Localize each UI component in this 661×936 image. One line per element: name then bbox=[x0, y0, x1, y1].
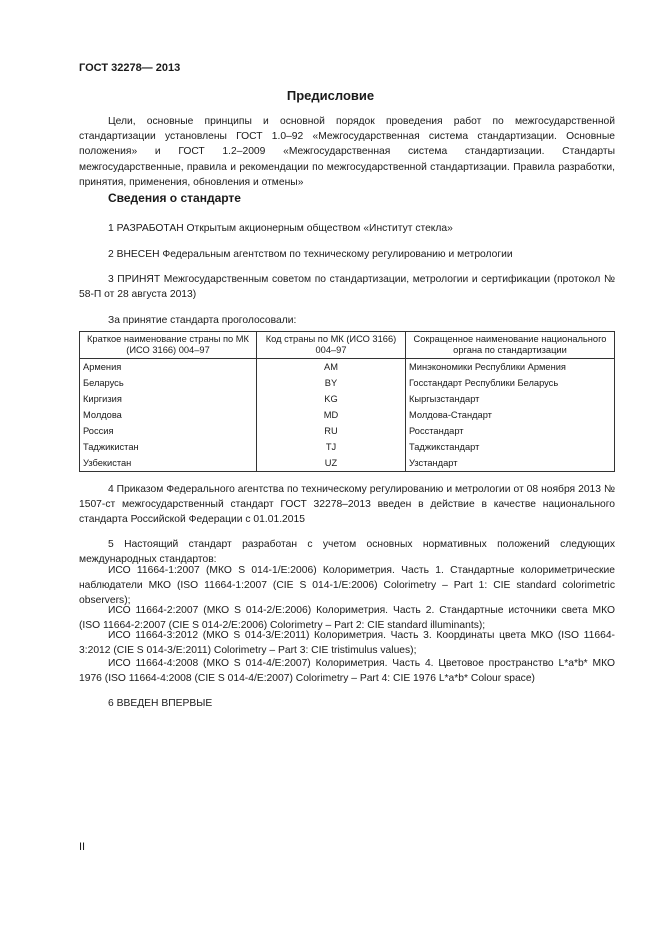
authority-cell: Молдова-Стандарт bbox=[406, 407, 615, 423]
code-cell: UZ bbox=[257, 455, 406, 472]
country-cell: Молдова bbox=[80, 407, 257, 423]
table-row bbox=[80, 423, 615, 439]
column-header-authority: Сокращенное наименование национального органа по стандартизации bbox=[406, 332, 615, 359]
authority-cell: Кыргызстандарт bbox=[406, 391, 615, 407]
item-3: 3 ПРИНЯТ Межгосударственным советом по стандартизации, метрологии и сертификации (протокол № 58-П от 28 августа 2013) bbox=[79, 274, 615, 301]
code-cell: AM bbox=[257, 359, 406, 376]
code-cell: TJ bbox=[257, 439, 406, 455]
authority-cell: Росстандарт bbox=[406, 423, 615, 439]
item-1: 1 РАЗРАБОТАН Открытым акционерным обществом «Институт стекла» bbox=[108, 223, 453, 234]
vote-intro: За принятие стандарта проголосовали: bbox=[108, 315, 297, 326]
table-row bbox=[80, 455, 615, 472]
table-row bbox=[80, 391, 615, 407]
item-6: 6 ВВЕДЕН ВПЕРВЫЕ bbox=[108, 698, 213, 709]
country-cell: Россия bbox=[80, 423, 257, 439]
voting-table bbox=[79, 331, 615, 472]
page-number: II bbox=[79, 841, 86, 853]
code-cell: RU bbox=[257, 423, 406, 439]
column-header-code: Код страны по МК (ИСО 3166) 004–97 bbox=[257, 332, 406, 359]
section-title: Сведения о стандарте bbox=[108, 191, 241, 205]
table-row bbox=[80, 407, 615, 423]
table-row bbox=[80, 375, 615, 391]
table-header-row bbox=[80, 332, 615, 359]
authority-cell: Таджикстандарт bbox=[406, 439, 615, 455]
country-cell: Армения bbox=[80, 359, 257, 376]
reference-4: ИСО 11664-4:2008 (МКО S 014-4/E:2007) Колориметрия. Часть 4. Цветовое пространство L*a*b* МКО 1976 (ISO 11664-4:2008 (CIE S 014-4/E:2007) Colorimetry – Part 4: CIE 1976 L*a*b* Colour space) bbox=[79, 658, 615, 685]
item-2: 2 ВНЕСЕН Федеральным агентством по техническому регулированию и метрологии bbox=[108, 249, 513, 260]
authority-cell: Минэкономики Республики Армения bbox=[406, 359, 615, 376]
country-cell: Беларусь bbox=[80, 375, 257, 391]
intro-paragraph: Цели, основные принципы и основной порядок проведения работ по межгосударственной стандартизации установлены ГОСТ 1.0–92 «Межгосударственная система стандартизации. Основные положения» и ГОСТ 1.2–2009 «Межгосударственная система стандартизации. Стандарты межгосударственные, правила и рекомендации по межгосударственной стандартизации. Правила разработки, принятия, применения, обновления и отмены» bbox=[79, 116, 615, 188]
table-row bbox=[80, 439, 615, 455]
reference-3: ИСО 11664-3:2012 (МКО S 014-3/E:2011) Колориметрия. Часть 3. Координаты цвета МКО (ISO 11664-3:2012 (CIE S 014-3/E:2011) Colorimetry – Part 3: CIE tristimulus values); bbox=[79, 630, 615, 657]
code-cell: KG bbox=[257, 391, 406, 407]
country-cell: Киргизия bbox=[80, 391, 257, 407]
table-row bbox=[80, 359, 615, 376]
code-cell: MD bbox=[257, 407, 406, 423]
authority-cell: Госстандарт Республики Беларусь bbox=[406, 375, 615, 391]
authority-cell: Узстандарт bbox=[406, 455, 615, 472]
document-header: ГОСТ 32278— 2013 bbox=[79, 62, 181, 74]
reference-1: ИСО 11664-1:2007 (МКО S 014-1/E:2006) Колориметрия. Часть 1. Стандартные колориметрические наблюдатели МКО (ISO 11664-1:2007 (CIE S 014-1/E:2006) Colorimetry – Part 1: CIE standard colorimetric observers); bbox=[79, 565, 615, 607]
country-cell: Узбекистан bbox=[80, 455, 257, 472]
country-cell: Таджикистан bbox=[80, 439, 257, 455]
reference-2: ИСО 11664-2:2007 (МКО S 014-2/E:2006) Колориметрия. Часть 2. Стандартные источники света МКО (ISO 11664-2:2007 (CIE S 014-2/E:2006) Colorimetry – Part 2: CIE standard illuminants); bbox=[79, 605, 615, 632]
item-4: 4 Приказом Федерального агентства по техническому регулированию и метрологии от 08 ноября 2013 № 1507-ст межгосударственный стандарт ГОСТ 32278–2013 введен в действие в качестве национального стандарта Российской Федерации с 01.01.2015 bbox=[79, 484, 615, 526]
code-cell: BY bbox=[257, 375, 406, 391]
item-5: 5 Настоящий стандарт разработан с учетом основных нормативных положений следующих международных стандартов: bbox=[79, 539, 615, 566]
page-title: Предисловие bbox=[286, 88, 375, 103]
column-header-country: Краткое наименование страны по МК (ИСО 3166) 004–97 bbox=[80, 332, 257, 359]
